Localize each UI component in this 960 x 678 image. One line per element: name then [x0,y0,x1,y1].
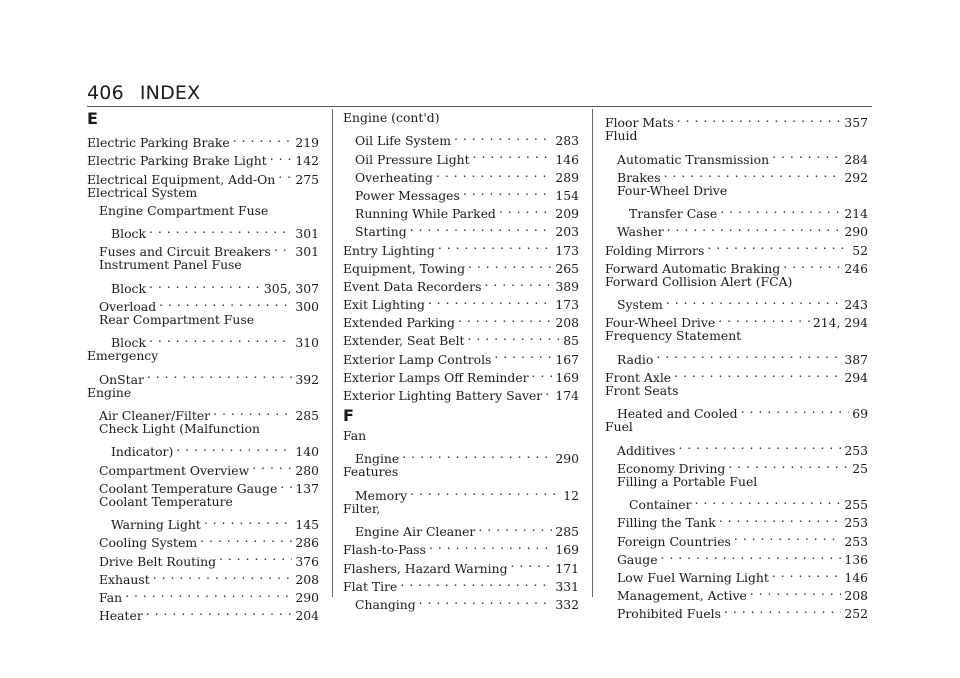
page-reference: 376 [295,553,319,569]
index-term: Block [111,280,146,296]
dot-leader [772,145,841,163]
page-reference: 209 [555,206,579,222]
index-entry [87,420,319,438]
dot-leader [436,164,552,182]
index-term: Starting [355,224,407,240]
index-term: Fan [343,428,367,443]
index-term: Compartment Overview [99,462,250,478]
dot-leader [532,364,553,382]
index-term: Heater [99,608,143,624]
index-entry [343,463,579,481]
page-reference: 203 [555,224,579,240]
dot-leader [741,400,850,418]
index-entry [87,511,319,533]
index-term: Washer [617,224,664,240]
index-term: Electrical Equipment, Add-On [87,171,276,187]
index-entry [605,473,868,491]
index-term: Electric Parking Brake [87,135,230,151]
page-reference: 208 [295,571,319,587]
index-term: Management, Active [617,588,747,604]
index-term: Fan [99,589,123,605]
index-term: Drive Belt Routing [99,553,217,569]
page-reference: 146 [844,569,868,585]
dot-leader [718,309,810,327]
dot-leader [146,602,293,620]
page-reference: 284 [844,151,868,167]
index-entry [343,482,579,503]
index-term: OnStar [99,371,144,387]
index-term: Instrument Panel Fuse [99,257,242,273]
page-reference: 214 [844,206,868,222]
page-reference: 246 [844,260,868,276]
index-entry [605,400,868,422]
index-term: Additives [617,442,676,458]
index-term: Electrical System [87,184,198,200]
index-entry [605,291,868,313]
index-term: Changing [355,596,416,612]
page-reference: 136 [844,551,868,567]
index-term: Flashers, Hazard Warning [343,560,508,576]
index-term: Filling a Portable Fuel [617,473,758,489]
index-entry [605,491,868,513]
dot-leader [429,536,552,554]
index-term: Air Cleaner/Filter [99,408,211,423]
index-term: Floor Mats [605,115,674,131]
page-title: INDEX [139,82,201,104]
index-term: Filling the Tank [617,515,716,531]
index-term: Block [111,335,146,351]
index-column-3 [605,109,868,622]
index-term: Oil Pressure Light [355,151,470,167]
index-term: Engine Air Cleaner [355,524,476,540]
dot-leader [402,445,552,463]
index-term: Front Axle [605,369,672,385]
index-term: Coolant Temperature [99,493,233,509]
dot-leader [545,382,552,400]
index-entry [605,273,868,291]
index-term: Engine Compartment Fuse [99,202,269,218]
dot-leader [278,165,292,183]
page-reference: 214, 294 [812,315,868,331]
page-reference: 253 [844,533,868,549]
index-entry [605,109,868,131]
index-term: Four-Wheel Drive [617,182,728,198]
index-term: Brakes [617,169,661,185]
dot-leader [428,291,552,309]
page-reference: 169 [555,542,579,558]
index-term: Flash-to-Pass [343,542,426,558]
index-entry [605,145,868,167]
page-reference: 310 [295,335,319,351]
page-reference: 290 [295,589,319,605]
dot-leader [664,164,842,182]
index-entry [343,109,579,127]
dot-leader [473,145,553,163]
index-term: Power Messages [355,187,460,203]
index-term: Foreign Countries [617,533,731,549]
index-term: Front Seats [605,382,679,398]
index-entry [87,202,319,220]
index-term: Automatic Transmission [617,151,770,167]
dot-leader [494,345,552,363]
index-term: Exhaust [99,571,150,587]
dot-leader [274,238,293,256]
index-entry [87,329,319,351]
page-reference: 283 [555,133,579,149]
dot-leader [213,402,292,420]
dot-leader [159,293,292,311]
dot-leader [468,327,561,345]
index-term: Emergency [87,348,159,364]
index-term: Rear Compartment Fuse [99,311,255,327]
dot-leader [783,255,841,273]
dot-leader [458,309,552,327]
index-entry [605,382,868,400]
page-reference: 12 [563,487,579,503]
index-term: Prohibited Fuels [617,606,721,622]
page-reference: 85 [563,333,579,349]
index-term: Equipment, Towing [343,260,466,276]
page-reference: 252 [844,606,868,622]
index-column-1 [87,109,319,624]
index-term: Forward Collision Alert (FCA) [605,273,793,289]
page-reference: 285 [295,408,319,423]
index-term: Coolant Temperature Gauge [99,480,278,496]
page-number: 406 [87,82,124,104]
dot-leader [149,220,292,238]
index-term: Gauge [617,551,658,567]
dot-leader [147,365,292,383]
column-divider [592,109,593,597]
header-rule [87,106,872,107]
index-column-2 [343,109,579,612]
dot-leader [410,218,553,236]
page-reference: 255 [844,497,868,513]
page-reference: 167 [555,351,579,367]
dot-leader [252,456,292,474]
page-reference: 140 [295,444,319,460]
page-reference: 243 [844,297,868,313]
index-term: Heated and Cooled [617,406,738,422]
index-term: Filter, [343,500,381,516]
index-entry [87,365,319,387]
index-term: Exterior Lamp Controls [343,351,492,367]
page-reference: 280 [295,462,319,478]
index-term: Container [629,497,692,513]
index-term: Electric Parking Brake Light [87,153,267,169]
dot-leader [499,200,552,218]
dot-leader [468,255,552,273]
dot-leader [511,554,553,572]
index-term: Radio [617,351,654,367]
index-term: Check Light (Malfunction [99,421,260,436]
page-reference: 52 [852,242,868,258]
index-term: Exterior Lamps Off Reminder [343,369,529,385]
page-reference: 171 [555,560,579,576]
dot-leader [233,129,293,147]
index-entry [87,129,319,151]
index-term: Flat Tire [343,578,398,594]
dot-leader [219,547,292,565]
page-reference: 305, 307 [263,280,319,296]
index-term: Event Data Recorders [343,278,482,294]
index-term: Frequency Statement [605,328,742,344]
dot-leader [661,546,842,564]
dot-leader [149,329,292,347]
dot-leader [176,438,292,456]
index-term: Warning Light [111,517,201,533]
index-term: Forward Automatic Braking [605,260,781,276]
dot-leader [153,566,293,584]
page-reference: 204 [295,608,319,624]
index-entry [605,436,868,458]
dot-leader [125,584,292,602]
dot-leader [719,509,842,527]
index-entry [343,445,579,467]
page-reference: 300 [295,298,319,314]
page-reference: 145 [295,517,319,533]
index-term: Engine [87,384,132,400]
page-reference: 285 [555,524,579,540]
dot-leader [677,109,842,127]
dot-leader [200,529,292,547]
index-term: Extender, Seat Belt [343,333,465,349]
index-entry [87,275,319,296]
index-term: Economy Driving [617,460,726,476]
page-reference: 142 [295,153,319,169]
dot-leader [438,236,553,254]
index-term: Extended Parking [343,315,455,331]
dot-leader [667,218,842,236]
index-entry [87,438,319,460]
dot-leader [484,273,552,291]
index-entry [343,518,579,540]
dot-leader [280,475,292,493]
dot-leader [695,491,842,509]
index-term: Exit Lighting [343,297,425,313]
dot-leader [410,482,560,500]
page-reference: 69 [852,406,868,422]
dot-leader [478,518,552,536]
page-reference: 154 [555,187,579,203]
index-term: Folding Mirrors [605,242,705,258]
index-term: Block [111,226,146,242]
index-entry [343,427,579,445]
dot-leader [772,564,841,582]
page-reference: 292 [844,169,868,185]
index-entry [87,347,319,365]
page-header [87,82,867,104]
page-reference: 173 [555,242,579,258]
page-reference: 173 [555,297,579,313]
index-entry [343,500,579,518]
index-entry [343,127,579,149]
dot-leader [400,573,552,591]
dot-leader [270,147,293,165]
index-term: Engine (cont'd) [343,110,440,125]
page-reference: 275 [295,171,319,187]
index-entry [87,493,319,511]
page-reference: 219 [295,135,319,151]
dot-leader [454,127,552,145]
index-entry [87,311,319,329]
page-reference: 392 [295,371,319,387]
index-term: Entry Lighting [343,242,435,258]
index-entry [605,200,868,222]
index-entry [605,182,868,200]
page-reference: 301 [295,244,319,260]
section-letter: E [87,109,98,128]
page-reference: 290 [555,451,579,467]
page-reference: 208 [555,315,579,331]
page-reference: 357 [844,115,868,131]
index-term: Cooling System [99,535,198,551]
page-reference: 286 [295,535,319,551]
page-reference: 265 [555,260,579,276]
page-reference: 290 [844,224,868,240]
index-term: Indicator) [111,444,174,460]
page-reference: 289 [555,169,579,185]
dot-leader [149,275,261,293]
page-reference: 387 [844,351,868,367]
index-term: Fuses and Circuit Breakers [99,244,271,260]
page-reference: 25 [852,460,868,476]
index-entry [605,345,868,367]
index-term: Fluid [605,128,638,144]
index-term: Exterior Lighting Battery Saver [343,388,543,403]
page-reference: 332 [555,596,579,612]
page-reference: 146 [555,151,579,167]
page-reference: 294 [844,369,868,385]
index-term: Low Fuel Warning Light [617,569,769,585]
index-term: Memory [355,487,408,503]
dot-leader [656,345,841,363]
index-term: System [617,297,663,313]
dot-leader [419,591,553,609]
index-term: Overheating [355,169,433,185]
dot-leader [707,236,849,254]
dot-leader [724,600,841,618]
dot-leader [720,200,841,218]
index-term: Features [343,464,399,480]
dot-leader [674,364,841,382]
page-reference: 331 [555,578,579,594]
dot-leader [204,511,293,529]
page-reference: 137 [295,480,319,496]
page-reference: 174 [555,388,579,403]
column-divider [332,109,333,597]
index-term: Fuel [605,419,633,435]
dot-leader [678,436,841,454]
dot-leader [734,527,841,545]
index-term: Running While Parked [355,206,496,222]
index-term: Oil Life System [355,133,451,149]
index-term: Overload [99,298,157,314]
index-entry [87,402,319,423]
index-entry [87,384,319,402]
page-reference: 301 [295,226,319,242]
index-entry [87,220,319,242]
page-reference: 389 [555,278,579,294]
dot-leader [728,455,849,473]
index-entry [87,256,319,274]
section-letter: F [343,406,354,425]
page-reference: 253 [844,515,868,531]
page-reference: 169 [555,369,579,385]
index-term: Engine [355,451,400,467]
dot-leader [666,291,841,309]
index-term: Transfer Case [629,206,718,222]
page-reference: 253 [844,442,868,458]
dot-leader [750,582,842,600]
dot-leader [463,182,553,200]
index-term: Four-Wheel Drive [605,315,716,331]
page-reference: 208 [844,588,868,604]
